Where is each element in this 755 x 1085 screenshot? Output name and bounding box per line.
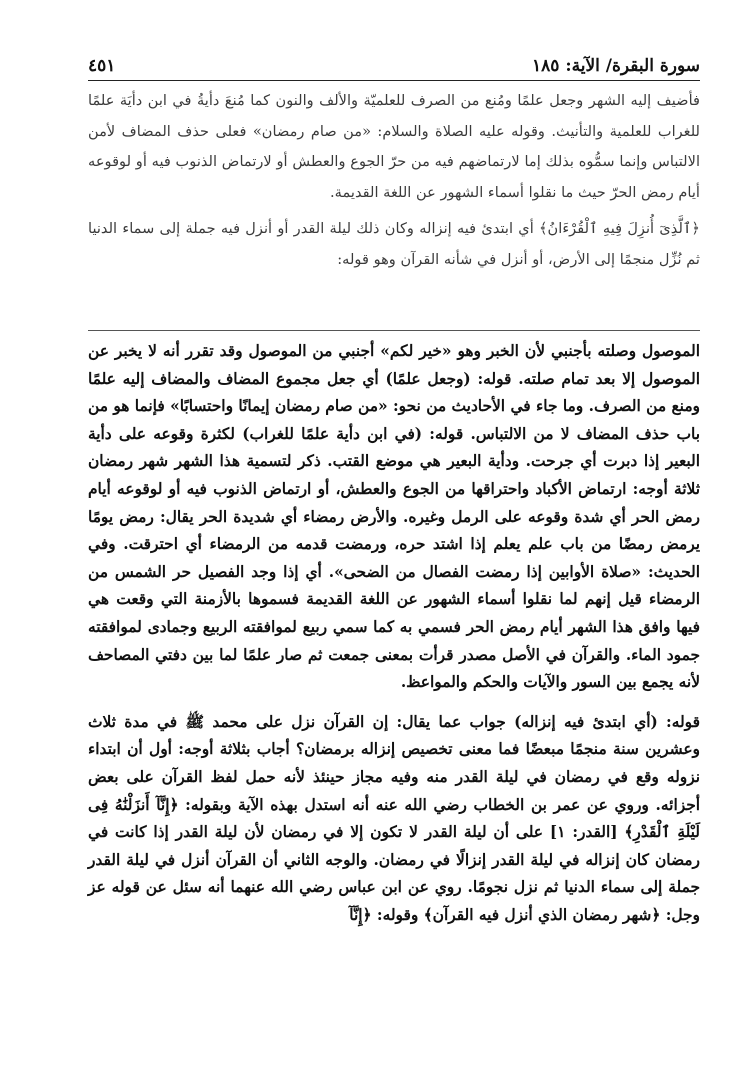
gloss-paragraph: الموصول وصلته بأجنبي لأن الخبر وهو «خير لكم» أجنبي من الموصول وقد تقرر أنه لا يخبر عن الموصول إلا بعد تمام صلته. قوله: (وجعل علمًا) أي جعل مجموع المضاف والمضاف إليه علمًا ومنع من الصرف. وما جاء في الأحاديث من نحو: «من صام رمضان إيمانًا واحتسابًا» فإنما هو من باب حذف المضاف لا من الالتباس. قوله: (في ابن دأية علمًا للغراب) لكثرة وقوعه على دأية البعير إذا دبرت أي جرحت. ودأية البعير هي موضع القتب. ذكر لتسمية هذا الشهر شهر رمضان ثلاثة أوجه: ارتماض الأكباد واحتراقها من الجوع والعطش، أو ارتماض الذنوب فيه أو لوقوعه أيام رمض الحر أي شدة وقوعه على الرمل وغيره. والأرض رمضاء أي شديدة الحر يقال: رمض يومًا يرمض رمضًا من باب علم يعلم إذا اشتد حره، ورمضت قدمه من الرمضاء أي احترقت. وفي الحديث: «صلاة الأوابين إذا رمضت الفصال من الضحى». أي إذا وجد الفصيل حر الشمس من الرمضاء قيل إنهم لما نقلوا أسماء الشهور عن اللغة القديمة فسموها بالأزمنة التي وقعت هي فيها وافق هذا الشهر أيام رمض الحر فسمي به كما سمي ربيع لموافقته الربيع وجمادى لموافقته جمود الماء. والقرآن في الأصل مصدر قرأت بمعنى جمعت ثم صار علمًا لما بين دفتي المصاحف لأنه يجمع بين السور والآيات والحكم والمواعظ. [88, 342, 701, 692]
matn-paragraph: فأضيف إليه الشهر وجعل علمًا ومُنع من الصرف للعلميّة والألف والنون كما مُنعَ دأيةُ في ابن دأيَة علمًا للغراب للعلمية والتأنيث. وقوله عليه الصلاة والسلام: «من صام رمضان» فعلى حذف المضاف لأمن الالتباس وإنما سمُّوه بذلك إما لارتماضهم فيه من حرّ الجوع والعطش أو لارتماض الذنوب فيه أو لوقوعه أيام رمض الحرّ حيث ما نقلوا أسماء الشهور عن اللغة القديمة. [88, 92, 700, 201]
surah-ayah-heading: سورة البقرة/ الآية: ١٨٥ [532, 56, 700, 76]
page-number: ٤٥١ [88, 56, 116, 76]
running-head [88, 46, 700, 76]
header-rule [88, 80, 700, 81]
main-commentary-text [88, 86, 700, 275]
gloss-text [88, 338, 700, 929]
separator-rule [88, 330, 700, 331]
gloss-paragraph: قوله: (أي ابتدئ فيه إنزاله) جواب عما يقال: إن القرآن نزل على محمد ﷺ في مدة ثلاث وعشرين سنة منجمًا مبعضًا فما معنى تخصيص إنزاله برمضان؟ أجاب بثلاثة أوجه: أول أن ابتداء نزوله وقع في رمضان في ليلة القدر منه وفيه مجاز حينئذ لأنه حمل لفظ القرآن على بعض أجزائه. وروي عن عمر بن الخطاب رضي الله عنه أنه استدل بهذه الآية وبقوله: ﴿إِنَّآ أَنزَلْنَٰهُ فِى لَيْلَةِ ٱلْقَدْرِ﴾ [القدر: ١] على أن ليلة القدر لا تكون إلا في رمضان لأن ليلة القدر إذا كانت في رمضان كان إنزاله في ليلة القدر إنزالًا في رمضان. والوجه الثاني أن القرآن أنزل في ليلة القدر جملة إلى سماء الدنيا ثم نزل نجومًا. روي عن ابن عباس رضي الله عنهما أنه سئل عن قوله عز وجل: ﴿شهر رمضان الذي أنزل فيه القرآن﴾ وقوله: ﴿إِنَّآ [88, 712, 700, 924]
matn-paragraph-verse: ﴿ٱلَّذِىٓ أُنزِلَ فِيهِ ٱلْقُرْءَانُ﴾ أي ابتدئ فيه إنزاله وكان ذلك ليلة القدر أو أنزل فيه جملة إلى سماء الدنيا ثم نُزِّل منجمًا إلى الأرض، أو أنزل في شأنه القرآن وهو قوله: [88, 220, 700, 268]
